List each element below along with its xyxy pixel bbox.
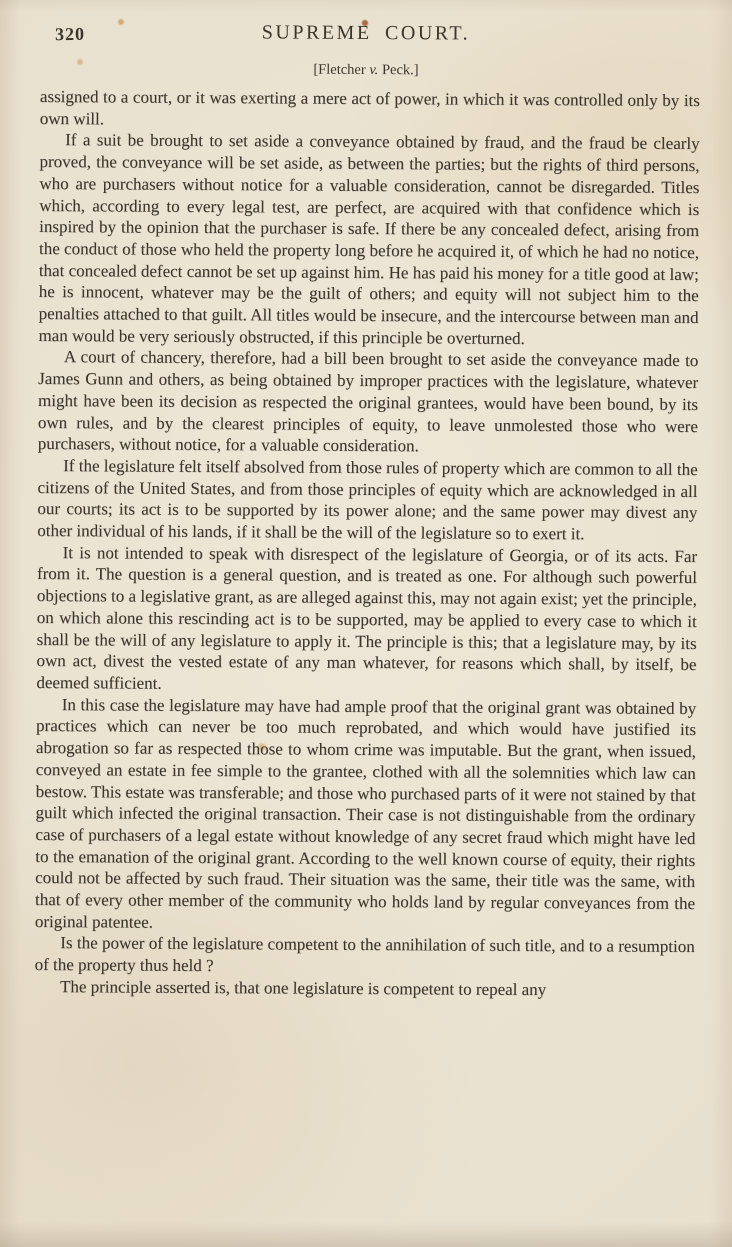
case-caption-versus: v. (369, 62, 379, 79)
paragraph-continuation: assigned to a court, or it was exerting a mere act of power, in which it was controlled only by its own will. (39, 86, 700, 129)
paragraph-final-partial: The principle asserted is, that one legislature is competent to repeal any (59, 976, 547, 999)
paragraph: If a suit be brought to set aside a conveyance obtained by fraud, and the fraud be clearly proved, the conveyance will be set aside, as between the parties; but the rights of third persons, who are purchasers without notice for a valuable consideration, cannot be disregarded. Titles which, according to every legal test, are perfect, are acquired with that confidence which is inspired by the opinion that the purchaser is safe. If there be any concealed defect, arising from the conduct of those who held the property long before he acquired it, of which he had no notice, that concealed defect cannot be set up against him. He has paid his money for a title good at law; he is innocent, whatever may be the guilt of others; and equity will not subject him to the penalties attached to that guilt. All titles would be insecure, and the intercourse between man and man would be very seriously obstructed, if this principle be overturned. (38, 130, 700, 348)
body-text (34, 86, 700, 1002)
paragraph: If the legislature felt itself absolved from those rules of property which are common to all the citizens of the United States, and from those principles of equity which are acknowledged in all our courts; its act is to be supported by its power alone; and the same power may divest any other individual of his lands, if it shall be the will of the legislature so to exert it. (37, 456, 698, 544)
case-caption (0, 60, 732, 81)
case-caption-close: Peck.] (381, 62, 419, 79)
running-title: SUPREME COURT. (261, 21, 471, 45)
case-caption-open: [Fletcher (313, 61, 366, 78)
paragraph-question: Is the power of the legislature competent to the annihilation of such title, and to a resumption of the property thus held ? (34, 933, 695, 976)
page-header (0, 22, 732, 52)
paragraph: It is not intended to speak with disrespect of the legislature of Georgia, or of its acts. Far from it. The question is a general question, and is treated as one. For although such powerful objections to a legislative grant, as are alleged against this, may not again exist; yet the principle, on which alone this rescinding act is to be supported, may be applied to every case to which it shall be the will of any legislature to apply it. The principle is this; that a legislature may, by its own act, divest the vested estate of any man whatever, for reasons which shall, by itself, be deemed sufficient. (36, 542, 698, 693)
paragraph: In this case the legislature may have had ample proof that the original grant was obtained by practices which can never be too much reprobated, and which would have justified its abrogation so far as respected those to whom crime was imputable. But the grant, when issued, conveyed an estate in fee simple to the grantee, clothed with all the solemnities which law can bestow. This estate was transferable; and those who purchased parts of it were not stained by that guilt which infected the original transaction. Their case is not distinguishable from the ordinary case of purchasers of a legal estate without knowledge of any secret fraud which might have led to the emanation of the original grant. According to the well known course of equity, their rights could not be affected by such fraud. Their situation was the same, their title was the same, with that of every other member of the community who holds land by regular conveyances from the original patentee. (34, 694, 697, 932)
page-number: 320 (54, 23, 86, 45)
paragraph: A court of chancery, therefore, had a bill been brought to set aside the conveyance made to James Gunn and others, as being obtained by improper practices with the legislature, whatever might have been its decision as respected the original grantees, would have been bound, by its own rules, and by the clearest principles of equity, to leave unmolested those who were purchasers, without notice, for a valuable consideration. (37, 347, 699, 456)
